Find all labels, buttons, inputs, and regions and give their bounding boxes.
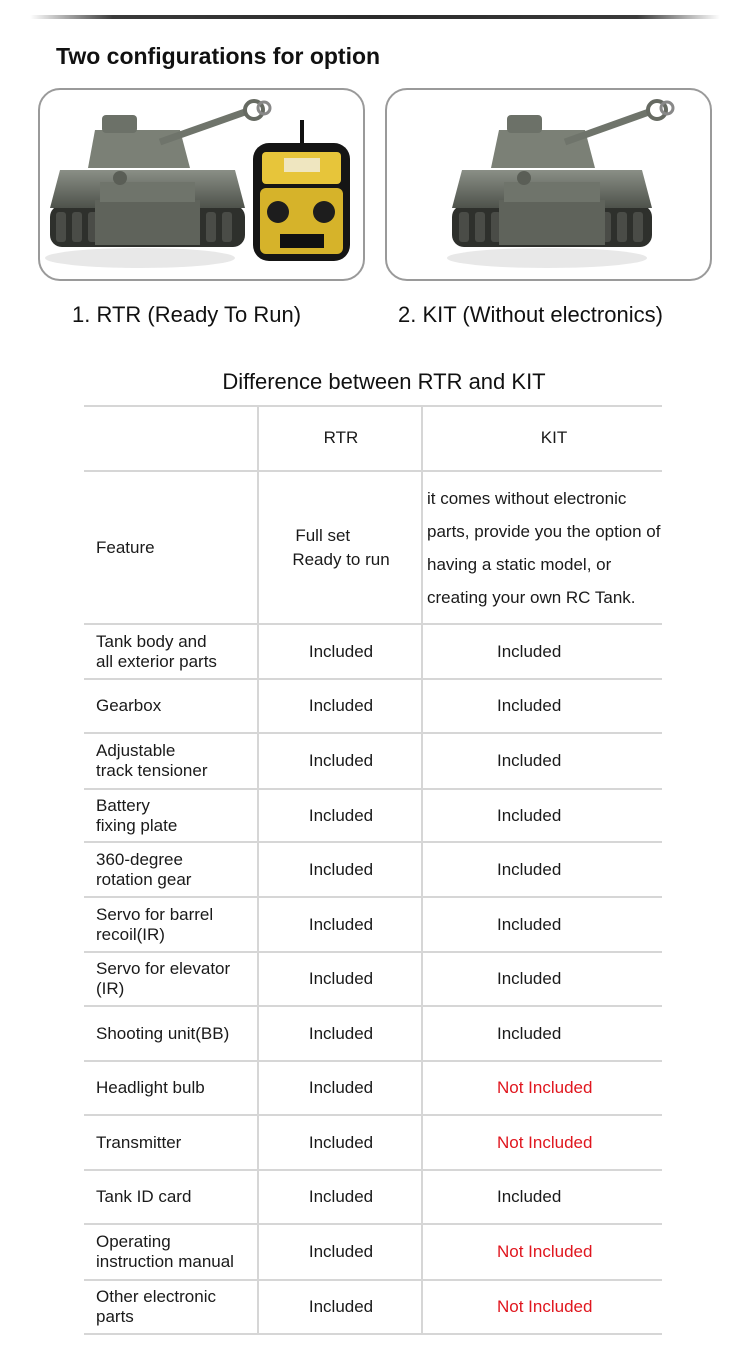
row-rtr-value: Included [308,805,374,825]
table-header-row [84,406,662,472]
row-label [96,843,256,896]
row-label-line1: Transmitter [96,1132,182,1152]
row-label-line1: Tank body and [96,631,207,651]
row-rtr-value: Included [308,641,374,661]
feature-rtr [260,472,422,623]
row-label [96,1007,256,1060]
table-row-feature [84,472,662,625]
row-label-line2: (IR) [96,979,125,998]
top-divider [30,15,720,19]
row-kit-value: Included [497,1023,562,1043]
row-kit-value: Not Included [497,1078,593,1097]
table-row [84,1171,662,1225]
row-rtr-value: Included [308,1023,374,1043]
feature-rtr-line2: Ready to run [292,549,390,569]
feature-kit: it comes without electronic parts, provide you the option of having a static model, or creating your own RC Tank. [427,488,661,607]
row-rtr-value: Included [308,859,374,879]
row-label [96,734,256,788]
row-label [96,1281,256,1333]
table-row [84,680,662,734]
table-row [84,790,662,843]
table-row [84,953,662,1007]
row-label [96,1062,256,1114]
row-label-line1: Other electronic [96,1287,216,1306]
row-kit-value: Included [497,1187,562,1206]
row-rtr-value: Included [308,751,374,770]
table-row [84,1281,662,1335]
feature-rtr-line1: Full set [295,525,351,545]
row-label-line1: Battery [96,795,150,815]
row-kit-value: Included [497,859,562,879]
rtr-image-card [38,88,365,281]
row-kit-value: Included [497,969,562,988]
table-row [84,843,662,898]
row-rtr-value: Included [308,1078,374,1097]
row-kit-value: Included [497,805,562,825]
row-kit-value: Not Included [497,1297,593,1316]
row-kit-value: Included [497,914,562,934]
kit-image-card [385,88,712,281]
row-label-line2: fixing plate [96,815,178,835]
table-title: Difference between RTR and KIT [222,369,546,394]
row-kit-value: Included [497,641,562,661]
row-label-line2: track tensioner [96,761,208,780]
row-label-line1: Tank ID card [96,1187,192,1206]
feature-label: Feature [96,537,155,557]
row-label-line2: recoil(IR) [96,924,165,944]
row-label [96,1225,256,1279]
row-label-line1: Shooting unit(BB) [96,1023,230,1043]
row-label [96,953,256,1005]
row-rtr-value: Included [308,1187,374,1206]
row-kit-value: Included [497,696,562,715]
table-row [84,625,662,680]
table-row [84,1225,662,1281]
row-kit-value: Not Included [497,1242,593,1261]
row-label-line1: 360-degree [96,849,183,869]
row-label [96,680,256,732]
tank-with-transmitter-photo [40,90,365,281]
row-label-line2: all exterior parts [96,651,217,671]
row-label-line1: Gearbox [96,696,162,715]
table-row [84,1116,662,1171]
row-label [96,1171,256,1223]
table-row [84,898,662,953]
row-kit-value: Included [497,751,562,770]
table-row [84,1007,662,1062]
row-rtr-value: Included [308,969,374,988]
row-label-line2: rotation gear [96,869,192,889]
row-label-line2: instruction manual [96,1252,234,1271]
row-kit-value: Not Included [497,1132,593,1152]
table-row [84,734,662,790]
row-label [96,1116,256,1169]
header-kit: KIT [540,428,568,447]
row-label-line1: Operating [96,1232,171,1251]
table-row [84,1062,662,1116]
row-rtr-value: Included [308,696,374,715]
page-heading: Two configurations for option [56,43,381,69]
rtr-caption: 1. RTR (Ready To Run) [72,302,302,327]
row-label-line1: Servo for barrel [96,904,214,924]
row-rtr-value: Included [308,1132,374,1152]
comparison-table [84,406,662,1335]
row-label-line1: Adjustable [96,741,176,760]
tank-photo [387,90,712,281]
row-label-line1: Headlight bulb [96,1078,205,1097]
row-label-line1: Servo for elevator [96,959,231,978]
row-label [96,625,256,678]
header-rtr: RTR [323,428,359,447]
row-rtr-value: Included [308,914,374,934]
kit-caption: 2. KIT (Without electronics) [398,302,663,327]
row-label-line2: parts [96,1307,134,1326]
row-rtr-value: Included [308,1297,374,1316]
row-label [96,790,256,841]
header-blank [96,406,256,470]
row-label [96,898,256,951]
row-rtr-value: Included [308,1242,374,1261]
